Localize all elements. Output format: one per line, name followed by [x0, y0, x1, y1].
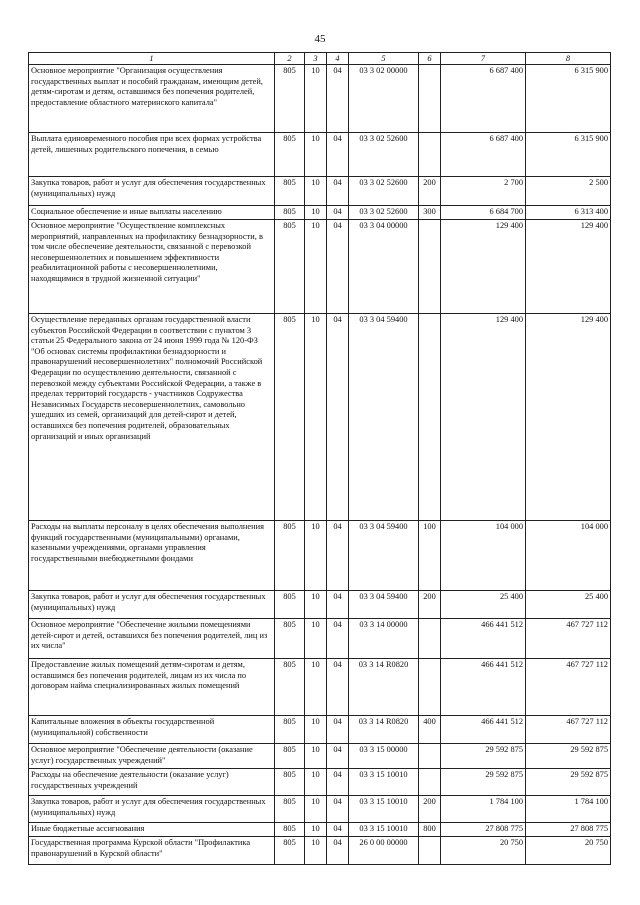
row-section: 10 [305, 619, 327, 659]
row-expense-type: 800 [419, 823, 441, 837]
row-amount-2021: 25 400 [526, 591, 611, 619]
table-row [29, 837, 611, 865]
row-amount-2021: 129 400 [526, 314, 611, 521]
row-amount-2020: 129 400 [441, 220, 526, 314]
row-subsection: 04 [327, 769, 349, 796]
page-number: 45 [314, 33, 326, 45]
row-amount-2021: 29 592 875 [526, 744, 611, 769]
row-amount-2021: 467 727 112 [526, 716, 611, 744]
row-amount-2020: 6 687 400 [441, 133, 526, 177]
row-subsection: 04 [327, 220, 349, 314]
row-expense-type [419, 744, 441, 769]
row-expense-type: 100 [419, 521, 441, 591]
row-ministry: 805 [275, 744, 305, 769]
row-subsection: 04 [327, 619, 349, 659]
row-target-code: 03 3 15 10010 [349, 796, 419, 823]
row-amount-2020: 29 592 875 [441, 769, 526, 796]
row-ministry: 805 [275, 837, 305, 865]
row-ministry: 805 [275, 133, 305, 177]
row-section: 10 [305, 133, 327, 177]
row-section: 10 [305, 206, 327, 220]
row-expense-type [419, 314, 441, 521]
row-name: Осуществление переданных органам государственной власти субъектов Российской Федерации в соответствии с пунктом 3 статьи 25 Федерального закона от 24 июня 1999 года № 120-ФЗ "Об основах системы профилактики безнадзорности и правонарушений несовершеннолетних" полномочий Российской Федерации по осуществлению деятельности, связанной с перевозкой между субъектами Российской Федерации, а также в пределах территорий государств - участников Содружества Независимых Государств несовершеннолетних, самовольно ушедших из семей, организаций для детей-сирот и детей, оставшихся без попечения родителей, образовательных организаций и иных организаций [29, 314, 275, 521]
table-row [29, 206, 611, 220]
row-section: 10 [305, 521, 327, 591]
row-ministry: 805 [275, 619, 305, 659]
row-target-code: 03 3 04 59400 [349, 521, 419, 591]
row-amount-2021: 2 500 [526, 177, 611, 206]
row-subsection: 04 [327, 796, 349, 823]
row-amount-2020: 466 441 512 [441, 619, 526, 659]
row-subsection: 04 [327, 133, 349, 177]
row-ministry: 805 [275, 823, 305, 837]
table-row [29, 796, 611, 823]
row-expense-type [419, 659, 441, 716]
row-ministry: 805 [275, 220, 305, 314]
row-amount-2021: 104 000 [526, 521, 611, 591]
row-name: Основное мероприятие "Организация осуществления государственных выплат и пособий гражданам, имеющим детей, детям-сиротам и детям, оставшимся без попечения родителей, предоставление областного материнского капитала" [29, 65, 275, 133]
row-target-code: 03 3 04 00000 [349, 220, 419, 314]
table-row [29, 619, 611, 659]
row-ministry: 805 [275, 716, 305, 744]
row-amount-2020: 6 687 400 [441, 65, 526, 133]
row-amount-2020: 129 400 [441, 314, 526, 521]
row-ministry: 805 [275, 796, 305, 823]
column-header: 7 [441, 53, 526, 65]
row-section: 10 [305, 65, 327, 133]
column-header: 8 [526, 53, 611, 65]
row-target-code: 03 3 15 10010 [349, 823, 419, 837]
row-subsection: 04 [327, 823, 349, 837]
row-name: Государственная программа Курской области "Профилактика правонарушений в Курской области" [29, 837, 275, 865]
row-ministry: 805 [275, 177, 305, 206]
row-amount-2020: 6 684 700 [441, 206, 526, 220]
row-expense-type: 300 [419, 206, 441, 220]
row-name: Выплата единовременного пособия при всех формах устройства детей, лишенных родительского попечения, в семью [29, 133, 275, 177]
row-name: Основное мероприятие "Осуществление комплексных мероприятий, направленных на профилактику безнадзорности, в том числе обеспечение деятельности, связанной с перевозкой несовершеннолетних и повышением эффективности реабилитационной работы с несовершеннолетними, находящимися в трудной жизненной ситуации" [29, 220, 275, 314]
row-section: 10 [305, 769, 327, 796]
row-target-code: 26 0 00 00000 [349, 837, 419, 865]
table-row [29, 769, 611, 796]
row-target-code: 03 3 14 00000 [349, 619, 419, 659]
column-header: 5 [349, 53, 419, 65]
row-target-code: 03 3 15 00000 [349, 744, 419, 769]
row-section: 10 [305, 796, 327, 823]
row-subsection: 04 [327, 744, 349, 769]
row-subsection: 04 [327, 837, 349, 865]
row-amount-2020: 29 592 875 [441, 744, 526, 769]
row-ministry: 805 [275, 314, 305, 521]
row-amount-2020: 25 400 [441, 591, 526, 619]
row-subsection: 04 [327, 314, 349, 521]
row-amount-2021: 29 592 875 [526, 769, 611, 796]
budget-table [28, 52, 611, 865]
row-expense-type [419, 133, 441, 177]
row-name: Расходы на выплаты персоналу в целях обеспечения выполнения функций государственными (муниципальными) органами, казенными учреждениями, органами управления государственными внебюджетными фондами [29, 521, 275, 591]
row-amount-2020: 2 700 [441, 177, 526, 206]
row-section: 10 [305, 716, 327, 744]
column-header: 4 [327, 53, 349, 65]
row-section: 10 [305, 591, 327, 619]
row-amount-2020: 1 784 100 [441, 796, 526, 823]
column-header: 1 [29, 53, 275, 65]
row-section: 10 [305, 659, 327, 716]
row-name: Социальное обеспечение и иные выплаты населению [29, 206, 275, 220]
table-row [29, 659, 611, 716]
table-row [29, 521, 611, 591]
row-target-code: 03 3 02 52600 [349, 177, 419, 206]
row-ministry: 805 [275, 769, 305, 796]
row-amount-2021: 467 727 112 [526, 619, 611, 659]
row-ministry: 805 [275, 659, 305, 716]
row-ministry: 805 [275, 65, 305, 133]
row-target-code: 03 3 14 R0820 [349, 716, 419, 744]
row-target-code: 03 3 02 00000 [349, 65, 419, 133]
row-amount-2021: 6 313 400 [526, 206, 611, 220]
row-subsection: 04 [327, 177, 349, 206]
row-expense-type [419, 837, 441, 865]
column-number-row [29, 53, 611, 65]
row-target-code: 03 3 04 59400 [349, 591, 419, 619]
row-amount-2021: 20 750 [526, 837, 611, 865]
row-ministry: 805 [275, 206, 305, 220]
row-name: Закупка товаров, работ и услуг для обеспечения государственных (муниципальных) нужд [29, 591, 275, 619]
row-amount-2020: 20 750 [441, 837, 526, 865]
table-row [29, 591, 611, 619]
row-amount-2021: 27 808 775 [526, 823, 611, 837]
table-row [29, 716, 611, 744]
table-row [29, 744, 611, 769]
row-target-code: 03 3 02 52600 [349, 206, 419, 220]
row-amount-2021: 6 315 900 [526, 65, 611, 133]
row-amount-2021: 467 727 112 [526, 659, 611, 716]
row-subsection: 04 [327, 65, 349, 133]
row-name: Закупка товаров, работ и услуг для обеспечения государственных (муниципальных) нужд [29, 796, 275, 823]
row-name: Основное мероприятие "Обеспечение жилыми помещениями детей-сирот и детей, оставшихся без попечения родителей, лиц из их числа" [29, 619, 275, 659]
row-expense-type: 200 [419, 591, 441, 619]
row-amount-2021: 6 315 900 [526, 133, 611, 177]
row-section: 10 [305, 220, 327, 314]
row-amount-2021: 129 400 [526, 220, 611, 314]
row-amount-2020: 466 441 512 [441, 659, 526, 716]
row-name: Закупка товаров, работ и услуг для обеспечения государственных (муниципальных) нужд [29, 177, 275, 206]
row-subsection: 04 [327, 206, 349, 220]
column-header: 3 [305, 53, 327, 65]
row-subsection: 04 [327, 659, 349, 716]
column-header: 6 [419, 53, 441, 65]
row-expense-type [419, 65, 441, 133]
row-expense-type [419, 619, 441, 659]
table-row [29, 65, 611, 133]
row-section: 10 [305, 314, 327, 521]
row-subsection: 04 [327, 521, 349, 591]
row-expense-type: 200 [419, 177, 441, 206]
table-row [29, 314, 611, 521]
row-expense-type: 200 [419, 796, 441, 823]
row-name: Расходы на обеспечение деятельности (оказание услуг) государственных учреждений [29, 769, 275, 796]
row-section: 10 [305, 837, 327, 865]
row-name: Основное мероприятие "Обеспечение деятельности (оказание услуг) государственных учреждений" [29, 744, 275, 769]
row-target-code: 03 3 14 R0820 [349, 659, 419, 716]
row-target-code: 03 3 15 10010 [349, 769, 419, 796]
column-header: 2 [275, 53, 305, 65]
row-ministry: 805 [275, 591, 305, 619]
row-amount-2020: 466 441 512 [441, 716, 526, 744]
row-expense-type [419, 220, 441, 314]
row-target-code: 03 3 02 52600 [349, 133, 419, 177]
row-amount-2021: 1 784 100 [526, 796, 611, 823]
row-name: Иные бюджетные ассигнования [29, 823, 275, 837]
row-subsection: 04 [327, 716, 349, 744]
row-section: 10 [305, 744, 327, 769]
row-ministry: 805 [275, 521, 305, 591]
row-expense-type: 400 [419, 716, 441, 744]
row-amount-2020: 104 000 [441, 521, 526, 591]
row-expense-type [419, 769, 441, 796]
table-row [29, 133, 611, 177]
row-name: Капитальные вложения в объекты государственной (муниципальной) собственности [29, 716, 275, 744]
row-name: Предоставление жилых помещений детям-сиротам и детям, оставшимся без попечения родителей, лицам из их числа по договорам найма специализированных жилых помещений [29, 659, 275, 716]
row-subsection: 04 [327, 591, 349, 619]
row-target-code: 03 3 04 59400 [349, 314, 419, 521]
row-section: 10 [305, 823, 327, 837]
table-row [29, 177, 611, 206]
table-row [29, 220, 611, 314]
table-row [29, 823, 611, 837]
row-section: 10 [305, 177, 327, 206]
row-amount-2020: 27 808 775 [441, 823, 526, 837]
